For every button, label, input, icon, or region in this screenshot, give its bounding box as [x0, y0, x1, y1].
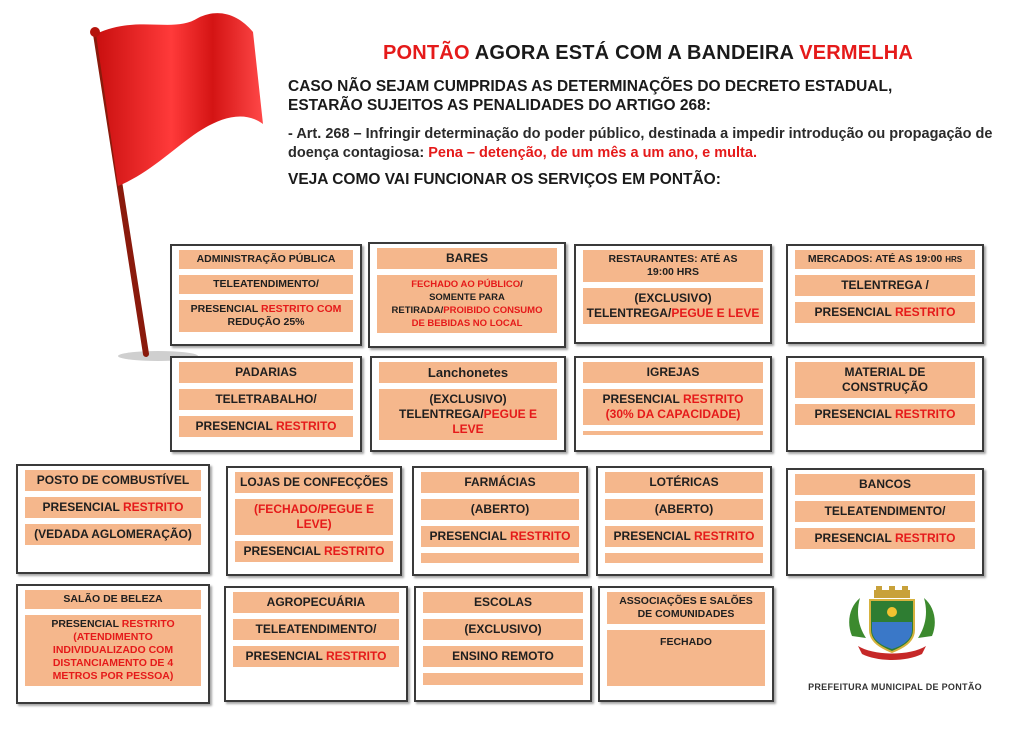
box-title: RESTAURANTES: ATÉ AS 19:00 HRS: [583, 250, 763, 282]
box-line: TELETRABALHO/: [179, 389, 353, 410]
box-empty-bar: [583, 431, 763, 435]
box-title: Lanchonetes: [379, 362, 557, 383]
box-bares: [368, 242, 566, 348]
box-line: PRESENCIAL RESTRITO: [179, 416, 353, 437]
box-line: PRESENCIAL RESTRITO (ATENDIMENTO INDIVIDUALIZADO COM DISTANCIAMENTO DE 4 METROS POR PESSOA): [25, 615, 201, 686]
warning-text: CASO NÃO SEJAM CUMPRIDAS AS DETERMINAÇÕES DO DECRETO ESTADUAL, ESTARÃO SUJEITOS AS PENALIDADES DO ARTIGO 268:: [288, 78, 893, 114]
box-empty-bar: [421, 553, 579, 563]
box-title: AGROPECUÁRIA: [233, 592, 399, 613]
box-restaurantes: [574, 244, 772, 344]
box-line: TELENTREGA /: [795, 275, 975, 296]
box-posto-combustivel: [16, 464, 210, 574]
box-line: (FECHADO/PEGUE E LEVE): [235, 499, 393, 535]
box-line: (ABERTO): [421, 499, 579, 520]
box-title: SALÃO DE BELEZA: [25, 590, 201, 609]
article-text: - Art. 268 – Infringir determinação do poder público, destinada a impedir introdução ou propagação de doença contagiosa: Pena – detenção, de um mês a um ano, e multa.: [288, 126, 993, 161]
municipal-coat-of-arms-icon: [842, 586, 942, 662]
box-line: ENSINO REMOTO: [423, 646, 583, 667]
box-title: PADARIAS: [179, 362, 353, 383]
box-line: TELEATENDIMENTO/: [233, 619, 399, 640]
box-material-construcao: [786, 356, 984, 452]
box-line: (EXCLUSIVO) TELENTREGA/PEGUE E LEVE: [583, 288, 763, 324]
box-title: POSTO DE COMBUSTÍVEL: [25, 470, 201, 491]
box-line: (ABERTO): [605, 499, 763, 520]
box-padarias: [170, 356, 362, 452]
box-escolas: [414, 586, 592, 702]
box-line: (EXCLUSIVO) TELENTREGA/PEGUE E LEVE: [379, 389, 557, 440]
box-empty-bar: [423, 673, 583, 685]
prefeitura-label: PREFEITURA MUNICIPAL DE PONTÃO: [808, 682, 982, 692]
box-associacoes: [598, 586, 774, 702]
box-line: (VEDADA AGLOMERAÇÃO): [25, 524, 201, 545]
box-title: BANCOS: [795, 474, 975, 495]
box-title: ADMINISTRAÇÃO PÚBLICA: [179, 250, 353, 269]
box-title: ASSOCIAÇÕES E SALÕES DE COMUNIDADES: [607, 592, 765, 624]
services-heading: VEJA COMO VAI FUNCIONAR OS SERVIÇOS EM PONTÃO:: [288, 171, 721, 188]
box-bancos: [786, 468, 984, 576]
box-line: PRESENCIAL RESTRITO: [235, 541, 393, 562]
box-lotericas: [596, 466, 772, 576]
box-farmacias: [412, 466, 588, 576]
box-line: FECHADO: [607, 630, 765, 686]
box-igrejas: [574, 356, 772, 452]
box-mercados: [786, 244, 984, 344]
box-title: MERCADOS: ATÉ AS 19:00 HRS: [795, 250, 975, 269]
box-line: TELEATENDIMENTO/: [179, 275, 353, 294]
box-empty-bar: [605, 553, 763, 563]
box-line: PRESENCIAL RESTRITO: [795, 528, 975, 549]
box-line: PRESENCIAL RESTRITO: [25, 497, 201, 518]
box-line: (EXCLUSIVO): [423, 619, 583, 640]
box-lanchonetes: [370, 356, 566, 452]
box-line: PRESENCIAL RESTRITO: [233, 646, 399, 667]
box-agropecuaria: [224, 586, 408, 702]
box-line: PRESENCIAL RESTRITO: [421, 526, 579, 547]
box-administracao-publica: [170, 244, 362, 346]
box-line: PRESENCIAL RESTRITO: [605, 526, 763, 547]
box-line: FECHADO AO PÚBLICO/ SOMENTE PARA RETIRADA/PROIBIDO CONSUMO DE BEBIDAS NO LOCAL: [377, 275, 557, 333]
box-title: ESCOLAS: [423, 592, 583, 613]
box-lojas-confeccoes: [226, 466, 402, 576]
box-title: IGREJAS: [583, 362, 763, 383]
box-line: PRESENCIAL RESTRITO: [795, 302, 975, 323]
box-title: LOJAS DE CONFECÇÕES: [235, 472, 393, 493]
box-title: MATERIAL DE CONSTRUÇÃO: [795, 362, 975, 398]
page-title: PONTÃO AGORA ESTÁ COM A BANDEIRA VERMELHA: [382, 42, 914, 64]
box-line: PRESENCIAL RESTRITO: [795, 404, 975, 425]
box-line: PRESENCIAL RESTRITO COM REDUÇÃO 25%: [179, 300, 353, 332]
header: [288, 42, 1008, 189]
box-line: TELEATENDIMENTO/: [795, 501, 975, 522]
box-title: BARES: [377, 248, 557, 269]
box-title: LOTÉRICAS: [605, 472, 763, 493]
box-line: PRESENCIAL RESTRITO (30% DA CAPACIDADE): [583, 389, 763, 425]
box-salao-beleza: [16, 584, 210, 704]
box-title: FARMÁCIAS: [421, 472, 579, 493]
